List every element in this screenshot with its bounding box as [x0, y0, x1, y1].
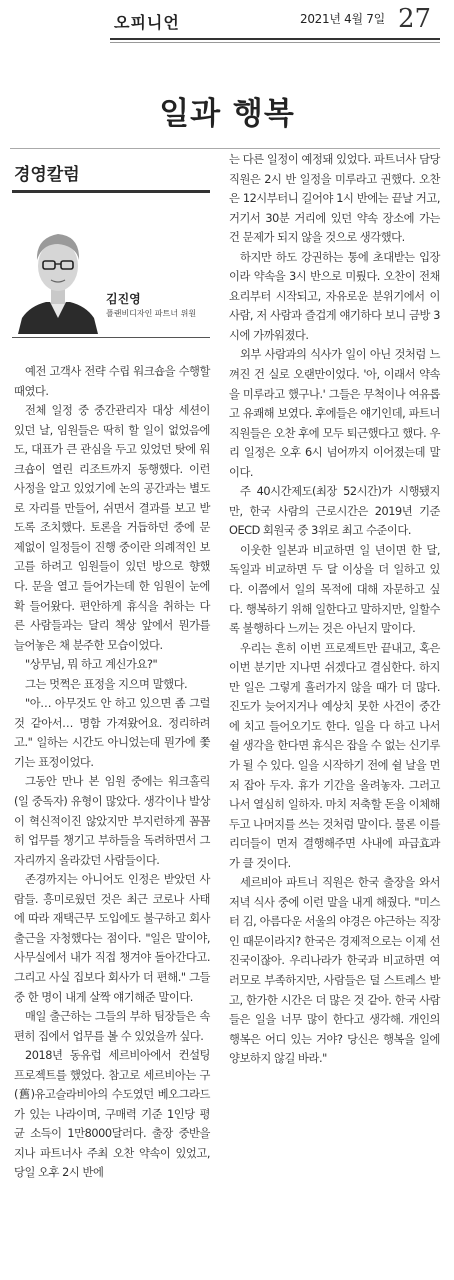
author-affiliation: 플랜비디자인 파트너 위원: [106, 309, 197, 318]
author-photo: [16, 214, 100, 334]
paragraph: 주 40시간제도(최장 52시간)가 시행됐지만, 한국 사람의 근로시간은 2019년 기준 OECD 회원국 중 3위로 최고 수준이다.: [229, 485, 440, 538]
paragraph: 하지만 하도 강권하는 통에 초대받는 입장이라 약속을 3시 반으로 미뤘다. 오찬이 전채요리부터 시작되고, 자유로운 분위기에서 이 사람, 저 사람과 즐겁게 얘기하다 보니 금방 3시에 가까워졌다.: [229, 250, 440, 342]
paragraph: 우리는 흔히 이번 프로젝트만 끝내고, 혹은 이번 분기만 지나면 쉬겠다고 결심한다. 하지만 일은 그렇게 흘러가지 않을 때가 더 많다. 진도가 늦어지거나 예상치 못한 사건이 중간에 치고 들어오기도 한다. 일을 다 하고 나서 쉴 생각을 한다면 휴식은 잡을 수 없는 신기루가 될 수 있다. 일을 시작하기 전에 쉴 날을 먼저 잡아 두자. 휴가 기간을 올려놓자. 그러고 나서 열심히 일하자. 마치 저축할 돈을 이체해두고 나머지를 쓰는 것처럼 말이다. 물론 이를 리더들이 먼저 결행해주면 사내에 파급효과가 클 것이다.: [229, 641, 440, 870]
paragraph: 전체 일정 중 중간관리자 대상 세션이 있던 날, 임원들은 딱히 할 일이 없었음에도, 대표가 큰 관심을 두고 있었던 탓에 워크숍이 열린 리조트까지 동행했다. 이런 사정을 알고 있었기에 논의 공간과는 별도로 자리를 만들어, 쉬면서 결과를 보고 받도록 조치했다. 토론을 거듭하던 중에 문제없이 일정들이 진행 중이란 의례적인 보고를 하려고 임원들이 있던 방으로 향했다. 문을 열고 들어가는데 한 임원이 눈에 확 들어왔다. 편안하게 휴식을 취하는 다른 사람들과는 달리 책상 앞에서 뭔가를 늘어놓은 채 분주한 모습이었다.: [14, 404, 210, 652]
header-rule: [110, 38, 440, 40]
article-title: 일과 행복: [159, 96, 295, 132]
paragraph: "아… 아무것도 안 하고 있으면 좀 그럴 것 같아서… 명함 가져왔어요. 정리하려고." 일하는 시간도 아니었는데 뭔가에 쫓기는 표정이었다.: [14, 697, 210, 769]
author-name: 김진영: [106, 292, 141, 306]
column-label: 경영칼럼: [14, 165, 80, 185]
paragraph: 예전 고객사 전략 수립 워크숍을 수행할 때였다.: [14, 365, 210, 398]
paragraph: 매일 출근하는 그들의 부하 팀장들은 속 편히 집에서 업무를 볼 수 있었을까 싶다.: [14, 1010, 210, 1043]
title-divider: [10, 148, 440, 149]
column-label-rule: [12, 190, 210, 193]
article-body-right-column: [229, 150, 440, 1069]
page-number: 27: [398, 4, 432, 34]
article-body-left-column: [14, 362, 210, 1183]
paragraph: 그동안 만나 본 임원 중에는 워크홀릭(일 중독자) 유형이 많았다. 생각이나 발상이 혁신적이진 않았지만 부지런하게 꼼꼼히 업무를 챙기고 부하들을 독려하면서 그 자리까지 올라갔던 사람들이다.: [14, 775, 210, 867]
paragraph: 외부 사람과의 식사가 일이 아닌 것처럼 느껴진 건 실로 오랜만이었다. '아, 이래서 약속을 미루라고 했구나.' 그들은 무척이나 여유롭고 유쾌해 보였다. 후에들은 얘기인데, 파트너 직원들은 오찬 후에 모두 퇴근했다고 했다. 우리 일정은 오후 6시 넘어까지 이어졌는데 말이다.: [229, 348, 440, 479]
header-rule-thin: [110, 42, 440, 43]
byline-divider: [12, 337, 210, 338]
issue-date: 2021년 4월 7일: [300, 12, 385, 26]
page-header: [0, 0, 454, 44]
paragraph: 는 다른 일정이 예정돼 있었다. 파트너사 담당 직원은 2시 반 일정을 미루라고 권했다. 오찬은 12시부터니 길어야 1시 반에는 끝날 거고, 거기서 30분 거리에 있던 약속 장소에 가는 건 문제가 되지 않을 것으로 생각했다.: [229, 153, 440, 245]
section-name: 오피니언: [114, 13, 180, 32]
paragraph: 세르비아 파트너 직원은 한국 출장을 와서 저녁 식사 중에 이런 말을 내게 해줬다. "미스터 김, 아름다운 서울의 야경은 야근하는 직장인 때문이라지? 한국은 경제적으로는 이제 선진국이잖아. 우리나라가 한국과 비교하면 여러모로 부족하지만, 사람들은 덜 스트레스 받고, 한가한 시간은 더 많은 것 같아. 한국 사람들은 일을 너무 많이 한다고 생각해. 개인의 행복은 어디 있는 거야? 당신은 행복을 일에 양보하지 않길 바라.": [229, 876, 440, 1066]
paragraph: "상무님, 뭐 하고 계신가요?": [25, 658, 158, 672]
paragraph: 2018년 동유럽 세르비아에서 컨설팅 프로젝트를 했었다. 참고로 세르비아는 구(舊)유고슬라비아의 수도였던 베오그라드가 있는 나라이며, 구매력 기준 1인당 평균 소득이 1만8000달러다. 출장 중반을 지나 파트너사 주최 오찬 약속이 있었고, 당일 오후 2시 반에: [14, 1049, 210, 1180]
paragraph: 존경까지는 아니어도 인정은 받았던 사람들. 흥미로웠던 것은 최근 코로나 사태에 따라 재택근무 도입에도 불구하고 회사 출근을 자청했다는 점이다. "일은 말이야, 사무실에서 내가 직접 챙겨야 돌아간다고. 그리고 사실 집보다 회사가 더 편해." 그들 중 한 명이 내게 살짝 얘기해준 말이다.: [14, 873, 210, 1004]
paragraph: 그는 멋쩍은 표정을 지으며 말했다.: [25, 677, 188, 691]
paragraph: 이웃한 일본과 비교하면 일 년이면 한 달, 독일과 비교하면 두 달 이상을 더 일하고 있다. 이쯤에서 일의 목적에 대해 자문하고 싶다. 행복하기 위해 일한다고 말하지만, 일할수록 불행하다 느끼는 것은 아닌지 말이다.: [229, 543, 440, 636]
